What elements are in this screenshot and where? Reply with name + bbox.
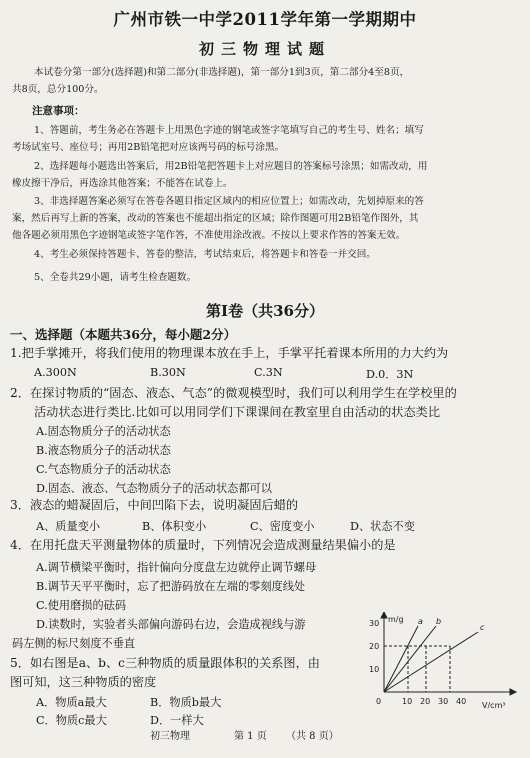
y-tick-label: 10: [369, 665, 380, 674]
mass-volume-graph: [360, 612, 520, 722]
x-tick-label: 40: [456, 697, 467, 706]
instruction-line: 1、答题前，考生务必在答题卡上用黑色字迹的钢笔或签字笔填写自己的考生号、姓名；填写: [34, 125, 424, 136]
x-axis-arrow: [510, 689, 516, 695]
instruction-line: 考场试室号、座位号；再用2B铅笔把对应该两号码的标号涂黑。: [12, 142, 285, 153]
q5-option-c: C．物质c最大: [36, 714, 107, 727]
question-5-stem: [10, 654, 355, 692]
instruction-2: [12, 158, 520, 192]
instruction-line: 3、非选择题答案必须写在答卷各题目指定区域内的相应位置上；如需改动，先划掉原来的答: [34, 196, 424, 207]
q4-option-a: A.调节横梁平衡时，指针偏向分度盘左边就停止调节螺母: [36, 561, 317, 574]
instruction-line: 案，然后再写上新的答案，改动的答案也不能超出指定的区域；除作图题可用2B铅笔作图外，其: [12, 213, 419, 224]
q5-option-d: D．一样大: [150, 714, 204, 727]
question-1-stem: 1.把手掌摊开，将我们使用的物理课本放在手上，手掌平托着课本所用的力大约为: [10, 346, 449, 360]
question-2-stem: [10, 384, 457, 422]
q2-option-a: A.固态物质分子的活动状态: [36, 425, 171, 438]
q2-option-c: C.气态物质分子的活动状态: [36, 463, 171, 476]
x-axis-unit: V/cm³: [482, 701, 506, 710]
intro-line: 共8页，总分100分。: [12, 84, 104, 95]
instruction-line: 他各题必须用黑色字迹钢笔或签字笔作答，不准使用涂改液。不按以上要求作答的答案无效。: [12, 230, 406, 241]
q5-stem-line: 5．如右图是a、b、c三种物质的质量跟体积的关系图，由: [10, 656, 320, 670]
q3-option-b: B、体积变小: [142, 520, 207, 533]
instruction-3: [12, 193, 520, 244]
x-tick-label: 20: [420, 697, 431, 706]
origin-label: 0: [376, 697, 382, 706]
question-4-stem: 4．在用托盘天平测量物体的质量时，下列情况会造成测量结果偏小的是: [10, 538, 396, 552]
section-title: 一、选择题（本题共36分，每小题2分）: [10, 327, 237, 342]
line-b: [384, 626, 436, 692]
q4-option-d: D.读数时，实验者头部偏向游码右边，会造成视线与游: [36, 618, 306, 631]
q4-option-c: C.使用磨损的砝码: [36, 599, 127, 612]
line-b-label: b: [436, 617, 442, 626]
q5-option-a: A．物质a最大: [36, 696, 107, 709]
y-tick-label: 30: [369, 619, 380, 628]
y-axis-arrow: [381, 612, 387, 618]
line-c: [384, 632, 478, 692]
q2-option-d: D.固态、液态、气态物质分子的活动状态都可以: [36, 482, 272, 495]
question-3-stem: 3．液态的蜡凝固后，中间凹陷下去，说明凝固后蜡的: [10, 498, 299, 512]
footer-total-pages: （共 8 页）: [286, 731, 339, 742]
instructions-title: 注意事项：: [32, 105, 85, 117]
x-tick-label: 10: [402, 697, 413, 706]
line-a: [384, 626, 418, 692]
q2-stem-line: 活动状态进行类比.比如可以用同学们下课课间在教室里自由活动的状态类比: [34, 405, 441, 419]
y-tick-label: 20: [369, 642, 380, 651]
intro-paragraph: [12, 64, 520, 98]
exam-subtitle: 初三物理试题: [198, 40, 331, 58]
instruction-line: 2、选择题每小题选出答案后，用2B铅笔把答题卡上对应题目的答案标号涂黑；如需改动，用: [34, 161, 428, 172]
line-a-label: a: [418, 617, 423, 626]
q2-option-b: B.液态物质分子的活动状态: [36, 444, 171, 457]
q5-stem-line: 图可知，这三种物质的密度: [10, 675, 157, 689]
y-axis-unit: m/g: [388, 615, 404, 624]
instruction-4: [12, 246, 520, 263]
footer-subject: 初三物理: [150, 731, 190, 742]
q3-option-a: A、质量变小: [36, 520, 101, 533]
instruction-1: [12, 122, 520, 156]
instruction-line: 橡皮擦干净后，再选涂其他答案；不能答在试卷上。: [12, 178, 233, 189]
footer-page-number: 第 1 页: [234, 731, 267, 742]
q5-option-b: B．物质b最大: [150, 696, 222, 709]
q2-stem-line: 2．在探讨物质的“固态、液态、气态”的微观模型时，我们可以利用学生在学校里的: [10, 386, 457, 400]
exam-title: 广州市铁一中学2011学年第一学期期中: [113, 10, 417, 29]
line-c-label: c: [480, 623, 485, 632]
intro-line: 本试卷分第一部分(选择题)和第二部分(非选择题)，第一部分1到3页，第二部分4至8页，: [34, 67, 410, 78]
part-one-title: 第Ⅰ卷（共36分）: [206, 302, 324, 320]
q4-option-d-continued: 码左侧的标尺刻度不垂直: [12, 637, 136, 650]
instruction-line: 5、全卷共29小题，请考生检查题数。: [34, 272, 197, 283]
q3-option-c: C、密度变小: [250, 520, 315, 533]
x-tick-label: 30: [438, 697, 449, 706]
q1-option-b: B.30N: [150, 366, 186, 379]
q1-option-c: C.3N: [254, 366, 283, 379]
instruction-line: 4、考生必须保持答题卡、答卷的整洁，考试结束后，将答题卡和答卷一并交回。: [34, 249, 376, 260]
q4-option-b: B.调节天平平衡时，忘了把游码放在左端的零刻度线处: [36, 580, 306, 593]
instruction-5: [12, 269, 520, 286]
q3-option-d: D、状态不变: [350, 520, 415, 533]
q1-option-a: A.300N: [34, 366, 77, 379]
q1-option-d: D.0．3N: [366, 368, 414, 381]
